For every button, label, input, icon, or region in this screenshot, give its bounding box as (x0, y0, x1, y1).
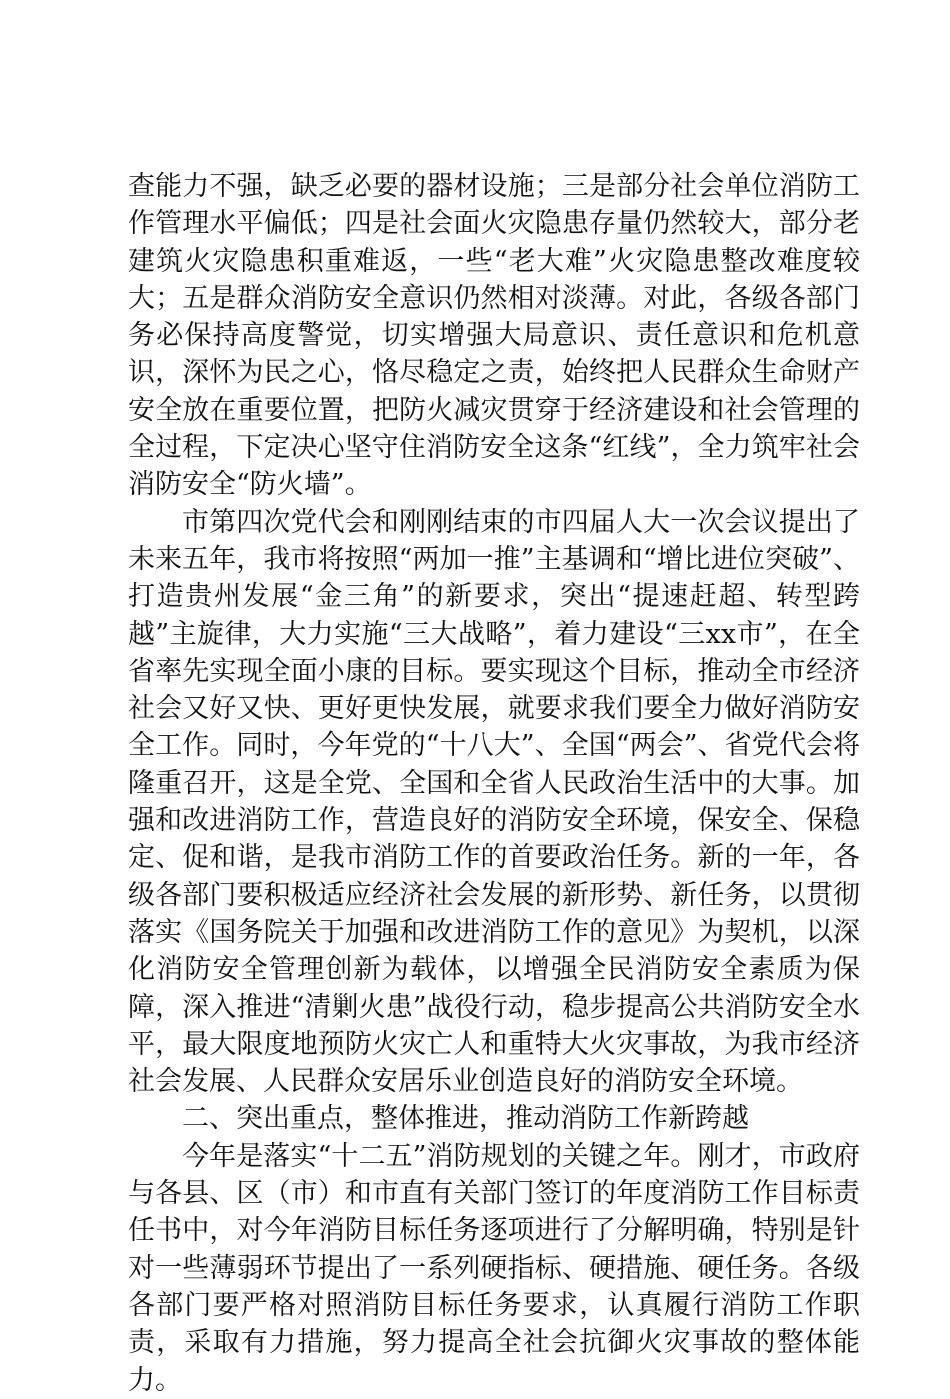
paragraph-party-congress: 市第四次党代会和刚刚结束的市四届人大一次会议提出了未来五年，我市将按照“两加一推”主基调和“增比进位突破”、打造贵州发展“金三角”的新要求，突出“提速赶超、转型跨越”主旋律，大力实施“三大战略”，着力建设“三xx市”，在全省率先实现全面小康的目标。要实现这个目标，推动全市经济社会又好又快、更好更快发展，就要求我们要全力做好消防安全工作。同时，今年党的“十八大”、全国“两会”、省党代会将隆重召开，这是全党、全国和全省人民政治生活中的大事。加强和改进消防工作，营造良好的消防安全环境，保安全、保稳定、促和谐，是我市消防工作的首要政治任务。新的一年，各级各部门要积极适应经济社会发展的新形势、新任务，以贯彻落实《国务院关于加强和改进消防工作的意见》为契机，以深化消防安全管理创新为载体，以增强全民消防安全素质为保障，深入推进“清剿火患”战役行动，稳步提高公共消防安全水平，最大限度地预防火灾亡人和重特大火灾事故，为我市经济社会发展、人民群众安居乐业创造良好的消防安全环境。 (128, 506, 860, 1098)
paragraph-continuation: 查能力不强，缺乏必要的器材设施；三是部分社会单位消防工作管理水平偏低；四是社会面火灾隐患存量仍然较大，部分老建筑火灾隐患积重难返，一些“老大难”火灾隐患整改难度较大；五是群众消防安全意识仍然相对淡薄。对此，各级各部门务必保持高度警觉，切实增强大局意识、责任意识和危机意识，深怀为民之心，恪尽稳定之责，始终把人民群众生命财产安全放在重要位置，把防火减灾贯穿于经济建设和社会管理的全过程，下定决心坚守住消防安全这条“红线”，全力筑牢社会消防安全“防火墙”。 (128, 171, 860, 501)
document-page (128, 168, 860, 1399)
paragraph-twelfth-five-year: 今年是落实“十二五”消防规划的关键之年。刚才，市政府与各县、区（市）和市直有关部门签订的年度消防工作目标责任书中，对今年消防目标任务逐项进行了分解明确，特别是针对一些薄弱环节提出了一系列硬指标、硬措施、硬任务。各级各部门要严格对照消防目标任务要求，认真履行消防工作职责，采取有力措施，努力提高全社会抗御火灾事故的整体能力。 (128, 1140, 860, 1396)
section-heading-two: 二、突出重点，整体推进，推动消防工作新跨越 (182, 1103, 749, 1135)
